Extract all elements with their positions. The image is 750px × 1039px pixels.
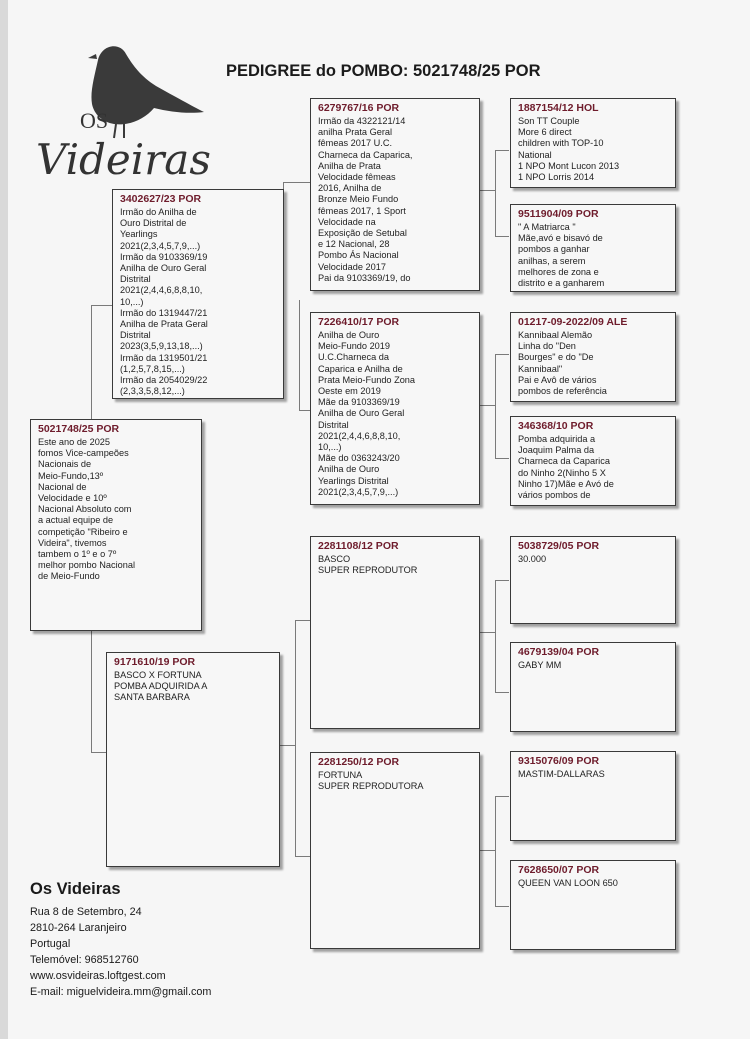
connector-line [495,236,509,237]
ring-number: 2281250/12 POR [318,756,400,768]
card-description: Irmão da 4322121/14 anilha Prata Geral fêmeas 2017 U.C. Charneca da Caparica, Anilha de Prata Velocidade fêmeas 2016, Anilha de Bronze Meio Fundo fêmeas 2017, 1 Sport Velocidade na Exposição de Setubal e 12 Nacional, 28 Pombo Ás Nacional Velocidade 2017 Pai da 9103369/19, do [318,116,413,283]
footer-address-line: Rua 8 de Setembro, 24 [30,906,142,918]
connector-line [91,630,92,752]
ring-number: 5038729/05 POR [518,540,600,552]
pedigree-card-great-grandparent[interactable] [510,751,676,841]
ring-number: 9511904/09 POR [518,208,599,220]
footer-address-line: 2810-264 Laranjeiro [30,922,127,934]
pedigree-card-great-grandparent[interactable] [510,860,676,950]
connector-line [495,906,509,907]
footer-website-link[interactable]: www.osvideiras.loftgest.com [30,970,166,982]
ring-number: 4679139/04 POR [518,646,600,658]
pedigree-card-great-grandparent[interactable] [510,312,676,402]
card-description: QUEEN VAN LOON 650 [518,878,618,888]
page-title: PEDIGREE do POMBO: 5021748/25 POR [226,62,541,80]
pedigree-card-great-grandparent[interactable] [510,416,676,506]
connector-line [495,580,509,581]
pedigree-card-great-grandparent[interactable] [510,204,676,292]
connector-line [495,580,496,692]
card-description: FORTUNA SUPER REPRODUTORA [318,770,424,792]
connector-line [283,182,311,183]
pedigree-card-granddam-maternal[interactable] [310,752,480,949]
pedigree-card-great-grandparent[interactable] [510,98,676,188]
footer-country: Portugal [30,938,71,950]
card-description: BASCO X FORTUNA POMBA ADQUIRIDA A SANTA BARBARA [114,670,208,703]
connector-line [295,620,311,621]
contact-footer [30,880,211,1000]
ring-number: 346368/10 POR [518,420,594,432]
connector-line [480,190,495,191]
connector-line [295,856,311,857]
connector-line [91,305,92,419]
connector-line [495,150,496,236]
card-description: Pomba adquirida a Joaquim Palma da Charneca da Caparica do Ninho 2(Ninho 5 X Ninho 17)Mãe e Avó de vários pombos de [518,434,614,501]
ring-number: 9315076/09 POR [518,755,600,767]
connector-line [480,632,495,633]
connector-line [480,850,495,851]
connector-line [299,300,300,410]
ring-number: 3402627/23 POR [120,193,202,205]
connector-line [280,745,295,746]
card-description: Son TT Couple More 6 direct children with TOP-10 National 1 NPO Mont Lucon 2013 1 NPO Lorris 2014 [518,116,620,183]
connector-line [495,692,509,693]
connector-line [495,354,509,355]
pedigree-sheet [8,0,750,1039]
pigeon-icon [91,46,204,124]
connector-line [495,796,496,906]
logo-word-videiras: Videiras [36,135,211,184]
ring-number: 9171610/19 POR [114,656,196,668]
connector-line [480,405,495,406]
connector-line [91,752,107,753]
card-description: " A Matriarca " Mãe,avó e bisavó de pombos a ganhar anilhas, a serem melhores de zona e distrito e a ganharem [518,222,605,289]
ring-number: 7226410/17 POR [318,316,400,328]
card-description: Anilha de Ouro Meio-Fundo 2019 U.C.Charneca da Caparica e Anilha de Prata Meio-Fundo Zona Oeste em 2019 Mãe da 9103369/19 Anilha de Ouro Geral Distrital 2021(2,4,4,6,8,8,10, 10,...) Mãe do 0363243/20 Anilha de Ouro Yearlings Distrital 2021(2,3,4,5,7,9,...) [318,330,416,497]
pedigree-card-granddam-paternal[interactable] [310,312,480,505]
pedigree-card-great-grandparent[interactable] [510,642,676,732]
connector-line [495,458,509,459]
ring-number: 01217-09-2022/09 ALE [518,316,628,328]
card-description: BASCO SUPER REPRODUTOR [318,554,418,576]
pedigree-card-sire[interactable] [112,189,284,399]
pedigree-card-grandsire-maternal[interactable] [310,536,480,729]
pedigree-card-great-grandparent[interactable] [510,536,676,624]
card-description: Irmão do Anilha de Ouro Distrital de Yearlings 2021(2,3,4,5,7,9,...) Irmão da 9103369/19 Anilha de Ouro Geral Distrital 2021(2,4,4,6,8,8,10, 10,...) Irmão do 1319447/21 Anilha de Prata Geral Distrital 2023(3,5,9,13,18,...) Irmão da 1319501/21 (1,2,5,7,8,15,...) Irmão da 2054029/22 (2,3,3,5,8,12,...) [120,207,208,397]
footer-email-link[interactable]: E-mail: miguelvideira.mm@gmail.com [30,986,212,998]
ring-number: 6279767/16 POR [318,102,400,114]
card-description: Kannibaal Alemão Linha do "Den Bourges" e do "De Kannibaal" Pai e Avô de vários pombos de referência [518,330,607,397]
logo-word-os: OS [80,108,109,133]
card-description: Este ano de 2025 fomos Vice-campeões Nacionais de Meio-Fundo,13º Nacional de Velocidade e 10º Nacional Absoluto com a actual equipe de competição "Ribeiro e Videira", tivemos tambem o 1º e o 7º melhor pombo Nacional de Meio-Fundo [38,437,136,582]
ring-number: 7628650/07 POR [518,864,600,876]
pedigree-card-grandsire-paternal[interactable] [310,98,480,291]
connector-line [495,796,509,797]
footer-loft-name: Os Videiras [30,880,121,898]
connector-line [495,354,496,458]
pedigree-card-dam[interactable] [106,652,280,867]
card-description: 30.000 [518,554,547,564]
ring-number: 1887154/12 HOL [518,102,599,114]
os-videiras-logo [28,34,268,184]
footer-phone: Telemóvel: 968512760 [30,954,139,966]
card-description: GABY MM [518,660,562,670]
connector-line [91,305,113,306]
connector-line [495,150,509,151]
pedigree-card-subject[interactable] [30,419,202,631]
ring-number: 5021748/25 POR [38,423,120,435]
connector-line [295,620,296,856]
card-description: MASTIM-DALLARAS [518,769,605,779]
ring-number: 2281108/12 POR [318,540,399,552]
